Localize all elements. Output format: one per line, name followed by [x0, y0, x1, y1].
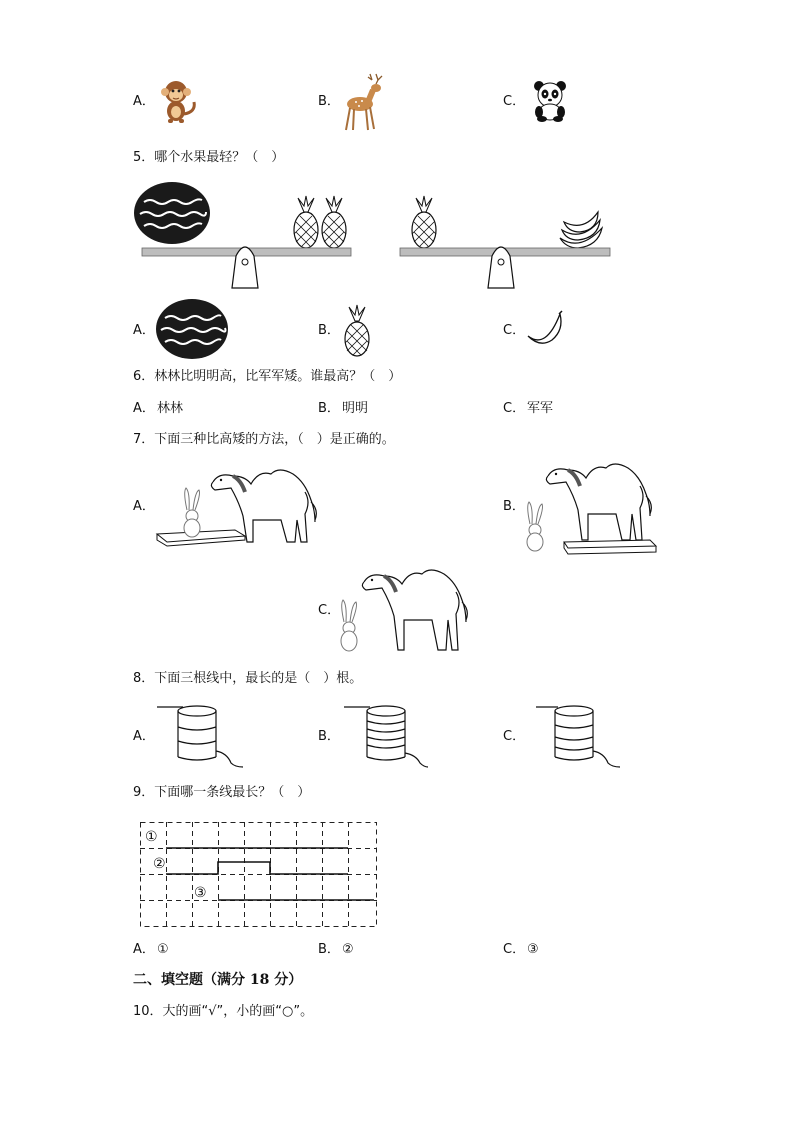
grid-label-1: ① [145, 829, 158, 845]
section-title: 二、填空题（满分 18 分） [133, 972, 303, 988]
balance-scale-2 [398, 178, 613, 290]
q9-option-c-letter: C． [503, 942, 526, 957]
camel-icon [362, 570, 467, 650]
spool-icon [342, 703, 432, 769]
q5-option-b-letter: B． [318, 323, 340, 338]
dashed-grid-figure [140, 822, 378, 928]
q5-option-c-letter: C． [503, 323, 526, 338]
q4-option-a-letter: A． [133, 94, 155, 109]
q6-option-b-text: 明明 [342, 401, 369, 416]
rabbit-icon [527, 502, 543, 551]
q7-option-c-letter: C． [318, 603, 341, 618]
q8-option-c-letter: C． [503, 729, 526, 744]
spool-icon [155, 703, 245, 769]
grid-label-2: ② [153, 856, 166, 872]
q9-option-b-letter: B． [318, 942, 340, 957]
rabbit-camel-figure-b [520, 462, 670, 556]
rabbit-camel-figure-a [155, 462, 325, 552]
q7-option-b-letter: B． [503, 499, 525, 514]
monkey-icon [158, 78, 200, 124]
pineapple-icon [322, 196, 346, 248]
grid-label-3: ③ [194, 885, 207, 901]
banana-icon [526, 310, 564, 348]
balance-scale-1 [130, 178, 355, 290]
q7-option-a-letter: A． [133, 499, 155, 514]
panda-icon [530, 80, 570, 122]
q6-option-b-letter: B． [318, 401, 340, 416]
deer-icon [340, 70, 390, 134]
watermelon-icon [155, 298, 229, 360]
q6-option-a-text: 林林 [157, 401, 184, 416]
banana-icon [560, 212, 602, 248]
q6-option-c-letter: C． [503, 401, 526, 416]
q6-question: 6．林林比明明高，比军军矮。谁最高？（ ） [133, 369, 402, 384]
q6-option-a-letter: A． [133, 401, 155, 416]
q5-option-a-letter: A． [133, 323, 155, 338]
q9-question: 9．下面哪一条线最长？（ ） [133, 785, 311, 800]
rabbit-icon [341, 600, 357, 651]
camel-icon [546, 464, 651, 540]
q8-option-a-letter: A． [133, 729, 155, 744]
q9-option-c-text: ③ [527, 942, 539, 957]
q8-question: 8．下面三根线中，最长的是（ ）根。 [133, 671, 363, 686]
q4-option-b-letter: B． [318, 94, 340, 109]
rabbit-icon [184, 488, 200, 537]
spool-icon [534, 703, 624, 769]
q10-question: 10．大的画“√”，小的画“○”。 [133, 1004, 314, 1019]
q9-option-a-letter: A． [133, 942, 155, 957]
pineapple-icon [294, 196, 318, 248]
rabbit-camel-figure-c [336, 568, 486, 658]
pineapple-icon [341, 305, 373, 357]
pineapple-icon [412, 196, 436, 248]
q9-option-b-text: ② [342, 942, 354, 957]
q5-question: 5．哪个水果最轻？（ ） [133, 150, 285, 165]
q9-option-a-text: ① [157, 942, 169, 957]
q6-option-c-text: 军军 [527, 401, 554, 416]
q7-question: 7．下面三种比高矮的方法，（ ）是正确的。 [133, 432, 395, 447]
q8-option-b-letter: B． [318, 729, 340, 744]
watermelon-icon [134, 182, 210, 244]
q4-option-c-letter: C． [503, 94, 526, 109]
